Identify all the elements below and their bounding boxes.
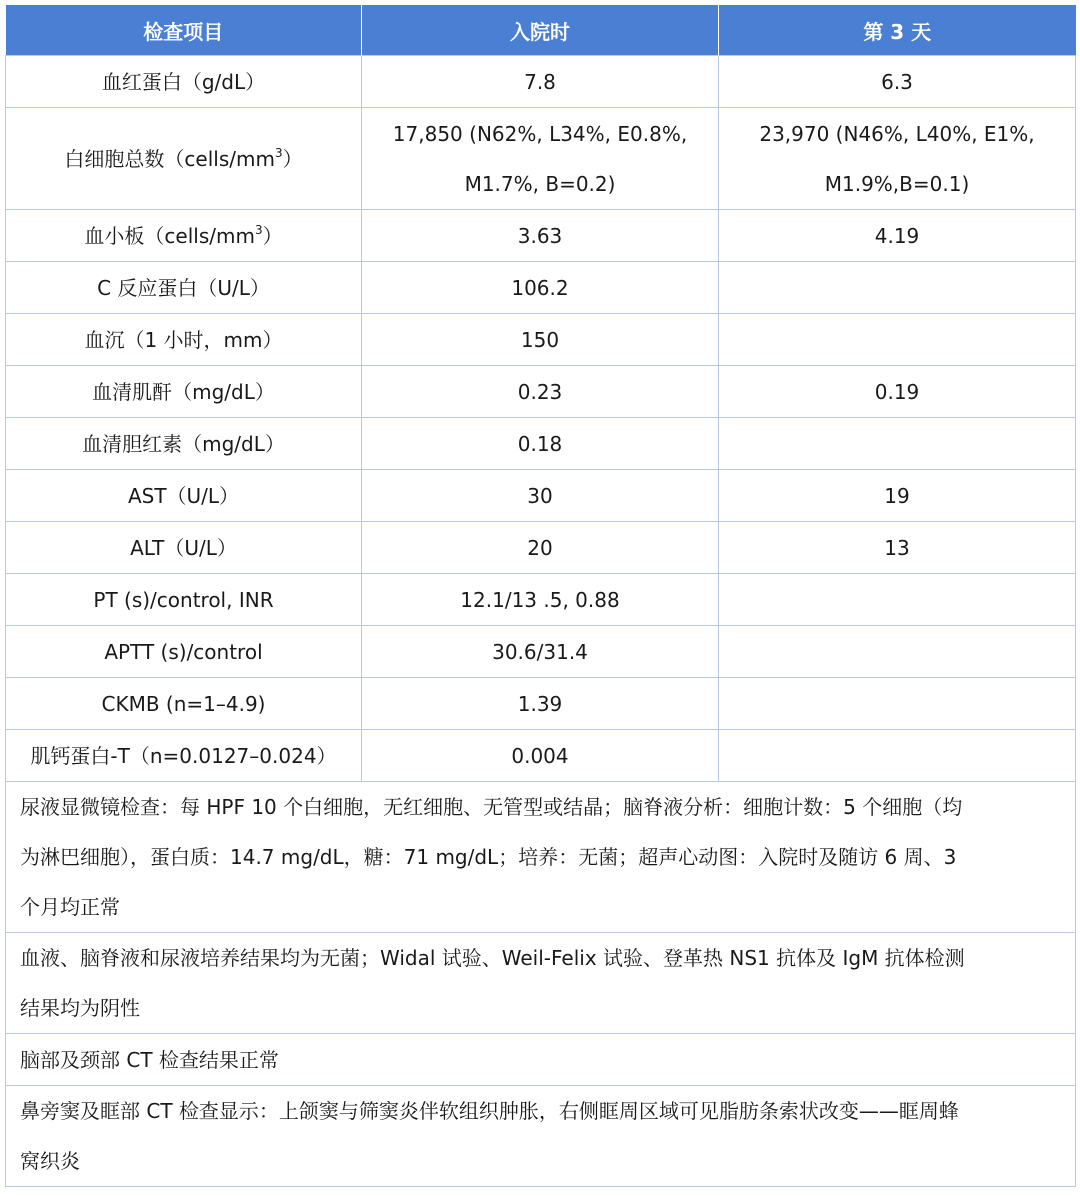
note-line: 脑部及颈部 CT 检查结果正常 <box>20 1047 279 1072</box>
item-text: 血小板（cells/mm <box>84 223 255 248</box>
note-cultures-serology <box>6 933 1076 1034</box>
note-line: 为淋巴细胞），蛋白质：14.7 mg/dL，糖：71 mg/dL；培养：无菌；超声心动图：入院时及随访 6 周、3 <box>20 845 957 869</box>
note-row <box>6 1034 1076 1086</box>
test-item-cell: APTT (s)/control <box>6 626 362 678</box>
item-superscript: 3 <box>254 222 263 237</box>
test-item-cell: CKMB (n=1–4.9) <box>6 678 362 730</box>
day3-value-cell: 19 <box>719 470 1076 522</box>
test-item-cell: AST（U/L） <box>6 470 362 522</box>
note-row <box>6 1086 1076 1187</box>
note-line: 血液、脑脊液和尿液培养结果均为无菌；Widal 试验、Weil-Felix 试验、登革热 NS1 抗体及 IgM 抗体检测 <box>20 946 965 970</box>
admission-value-cell <box>362 108 719 210</box>
note-line: 鼻旁窦及眶部 CT 检查显示：上颌窦与筛窦炎伴软组织肿胀，右侧眶周区域可见脂肪条索状改变——眶周蜂 <box>20 1099 959 1123</box>
admission-value-cell: 0.23 <box>362 366 719 418</box>
note-line: 个月均正常 <box>20 895 120 919</box>
day3-value-cell <box>719 314 1076 366</box>
day3-value-cell <box>719 108 1076 210</box>
value-line: 17,850 (N62%, L34%, E0.8%, <box>392 121 688 146</box>
day3-value-cell: 6.3 <box>719 56 1076 108</box>
item-text-suffix: ） <box>282 146 303 171</box>
test-item-cell <box>6 108 362 210</box>
test-item-cell: 血清胆红素（mg/dL） <box>6 418 362 470</box>
admission-value-cell: 7.8 <box>362 56 719 108</box>
test-item-cell: 肌钙蛋白-T（n=0.0127–0.024） <box>6 730 362 782</box>
table-row <box>6 418 1076 470</box>
day3-value-cell <box>719 574 1076 626</box>
note-sinus-orbital-ct <box>6 1086 1076 1187</box>
note-brain-ct <box>6 1034 1076 1086</box>
table-row <box>6 626 1076 678</box>
value-line: M1.9%,B=0.1) <box>824 171 970 196</box>
note-urinalysis-csf <box>6 782 1076 933</box>
header-admission: 入院时 <box>362 5 719 56</box>
admission-value-cell: 3.63 <box>362 210 719 262</box>
table-row <box>6 522 1076 574</box>
test-item-cell: 血清肌酐（mg/dL） <box>6 366 362 418</box>
admission-value-cell: 1.39 <box>362 678 719 730</box>
value-line: 23,970 (N46%, L40%, E1%, <box>759 121 1035 146</box>
header-test-item: 检查项目 <box>6 5 362 56</box>
day3-value-cell <box>719 678 1076 730</box>
note-line: 结果均为阴性 <box>20 996 140 1020</box>
test-item-cell: ALT（U/L） <box>6 522 362 574</box>
value-line: M1.7%, B=0.2) <box>464 171 616 196</box>
admission-value-cell: 30 <box>362 470 719 522</box>
item-text-suffix: ） <box>262 223 283 248</box>
table-row <box>6 262 1076 314</box>
table-row <box>6 470 1076 522</box>
note-row <box>6 933 1076 1034</box>
day3-value-cell: 0.19 <box>719 366 1076 418</box>
table-row <box>6 730 1076 782</box>
table-row <box>6 678 1076 730</box>
admission-value-cell: 0.004 <box>362 730 719 782</box>
day3-value-cell <box>719 730 1076 782</box>
lab-results-table-container <box>5 5 1075 1187</box>
day3-value-cell <box>719 418 1076 470</box>
admission-value-cell: 0.18 <box>362 418 719 470</box>
day3-value-cell <box>719 262 1076 314</box>
note-line: 尿液显微镜检查：每 HPF 10 个白细胞，无红细胞、无管型或结晶；脑脊液分析：细胞计数：5 个细胞（均 <box>20 795 963 819</box>
table-header-row <box>6 5 1076 56</box>
test-item-cell: 血红蛋白（g/dL） <box>6 56 362 108</box>
admission-value-cell: 30.6/31.4 <box>362 626 719 678</box>
table-row <box>6 366 1076 418</box>
test-item-cell <box>6 210 362 262</box>
table-row <box>6 56 1076 108</box>
admission-value-cell: 150 <box>362 314 719 366</box>
table-row <box>6 108 1076 210</box>
note-line: 窝织炎 <box>20 1149 80 1173</box>
table-row <box>6 574 1076 626</box>
admission-value-cell: 20 <box>362 522 719 574</box>
admission-value-cell: 106.2 <box>362 262 719 314</box>
day3-value-cell: 4.19 <box>719 210 1076 262</box>
item-text: 白细胞总数（cells/mm <box>64 146 275 171</box>
admission-value-cell: 12.1/13 .5, 0.88 <box>362 574 719 626</box>
table-row <box>6 314 1076 366</box>
header-day3: 第 3 天 <box>719 5 1076 56</box>
day3-value-cell: 13 <box>719 522 1076 574</box>
test-item-cell: PT (s)/control, INR <box>6 574 362 626</box>
day3-value-cell <box>719 626 1076 678</box>
note-row <box>6 782 1076 933</box>
table-row <box>6 210 1076 262</box>
item-superscript: 3 <box>274 145 283 160</box>
lab-results-table <box>5 5 1076 1187</box>
test-item-cell: 血沉（1 小时，mm） <box>6 314 362 366</box>
test-item-cell: C 反应蛋白（U/L） <box>6 262 362 314</box>
